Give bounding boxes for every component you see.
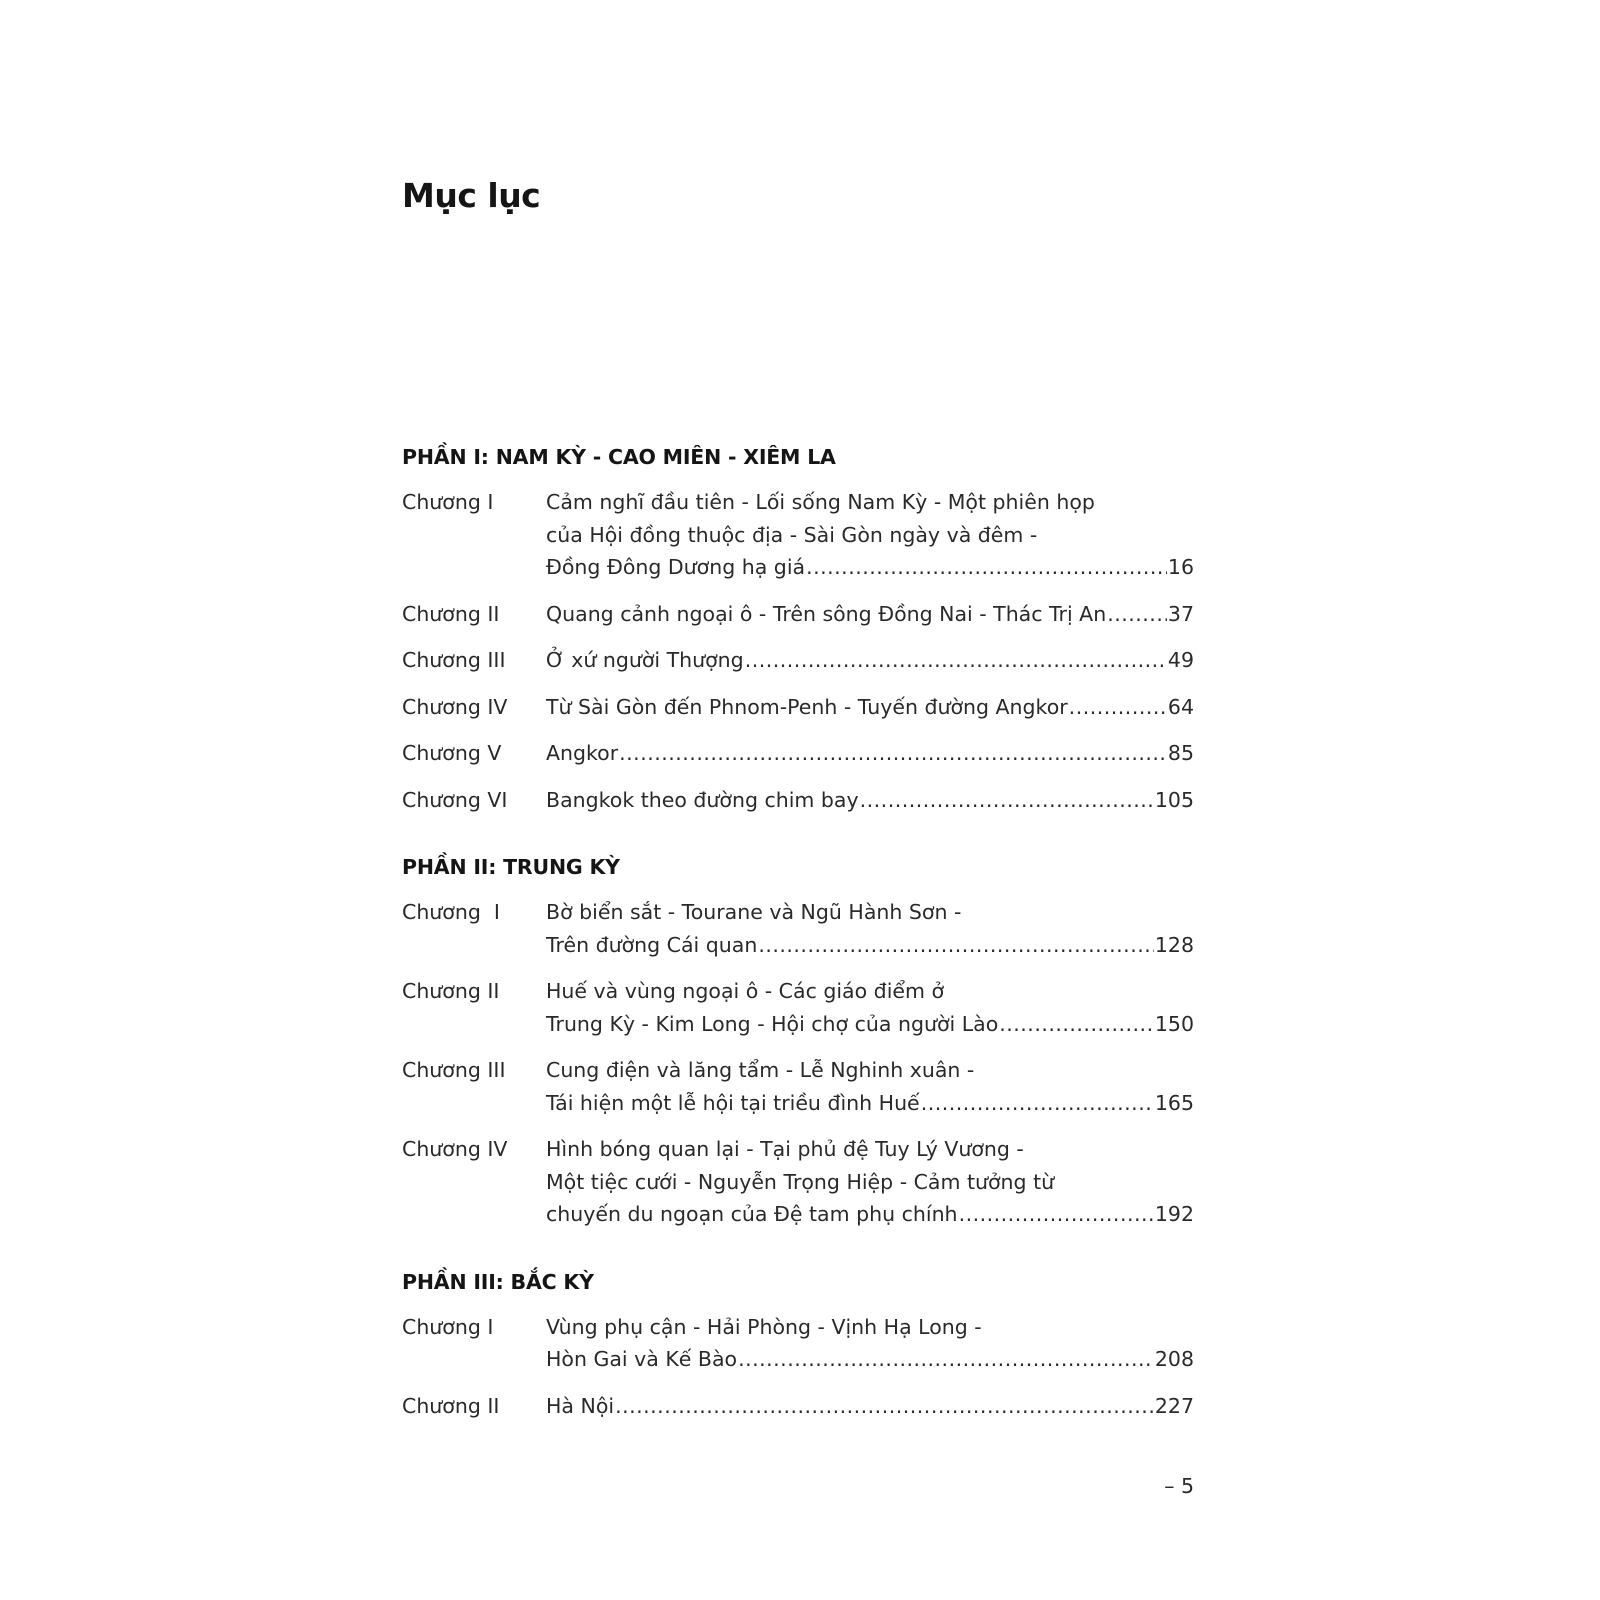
chapter-title-last-line — [546, 737, 1194, 770]
chapter-label: Chương II — [402, 1393, 500, 1418]
chapter-page-number: 227 — [1154, 1393, 1194, 1418]
chapter-title-text: Trung Kỳ - Kim Long - Hội chợ của người Lào — [546, 1011, 999, 1036]
chapter-page-number: 208 — [1154, 1347, 1194, 1371]
chapter-title-text: Quang cảnh ngoại ô - Trên sông Đồng Nai - Thác Trị An — [546, 601, 1107, 626]
page-number: – 5 — [1164, 1474, 1194, 1498]
chapter-title-line: Cảm nghĩ đầu tiên - Lối sống Nam Kỳ - Một phiên họp — [546, 490, 1095, 514]
chapter-title-last-line — [546, 1087, 1194, 1120]
part-heading: PHẦN II: TRUNG KỲ — [402, 855, 620, 879]
chapter-page-number: 128 — [1154, 932, 1194, 957]
dot-leader — [860, 784, 1154, 817]
chapter-title-text: Angkor — [546, 741, 619, 765]
toc-entry — [402, 784, 1194, 817]
chapter-title-last-line — [546, 1343, 1194, 1376]
dot-leader — [758, 929, 1154, 962]
chapter-title-text: Tái hiện một lễ hội tại triều đình Huế — [546, 1090, 920, 1115]
table-of-contents — [402, 440, 1194, 1456]
chapter-list — [402, 1311, 1194, 1423]
chapter-title — [546, 975, 1194, 1040]
dot-leader — [921, 1087, 1154, 1120]
chapter-title-text: Từ Sài Gòn đến Phnom-Penh - Tuyến đường Angkor — [546, 694, 1068, 719]
chapter-title-line: Hình bóng quan lại - Tại phủ đệ Tuy Lý Vương - — [546, 1137, 1024, 1161]
chapter-title — [546, 1133, 1194, 1231]
chapter-label: Chương III — [402, 1058, 506, 1082]
chapter-page-number: 165 — [1154, 1090, 1194, 1115]
chapter-title — [546, 1311, 1194, 1376]
chapter-label: Chương IV — [402, 1137, 508, 1161]
dot-leader — [806, 551, 1167, 584]
dot-leader — [615, 1390, 1154, 1423]
chapter-title — [546, 737, 1194, 770]
chapter-list — [402, 486, 1194, 816]
page-title: Mục lục — [402, 176, 541, 215]
chapter-page-number: 105 — [1154, 787, 1194, 812]
chapter-page-number: 150 — [1154, 1011, 1194, 1036]
part-heading: PHẦN I: NAM KỲ - CAO MIÊN - XIÊM LA — [402, 445, 836, 469]
chapter-title — [546, 1054, 1194, 1119]
chapter-label: Chương V — [402, 741, 502, 765]
toc-entry — [402, 737, 1194, 770]
dot-leader — [619, 737, 1167, 770]
chapter-title-text: chuyến du ngoạn của Đệ tam phụ chính — [546, 1202, 958, 1226]
toc-entry — [402, 1054, 1194, 1119]
chapter-title-last-line — [546, 598, 1194, 631]
chapter-title — [546, 486, 1194, 584]
chapter-title-line: Một tiệc cưới - Nguyễn Trọng Hiệp - Cảm tưởng từ — [546, 1169, 1055, 1194]
chapter-label: Chương I — [402, 490, 494, 514]
chapter-title — [546, 598, 1194, 631]
chapter-title-text: Đồng Đông Dương hạ giá — [546, 555, 806, 579]
chapter-title-line: Vùng phụ cận - Hải Phòng - Vịnh Hạ Long - — [546, 1314, 982, 1339]
chapter-title-last-line — [546, 551, 1194, 584]
chapter-page-number: 37 — [1167, 601, 1194, 626]
toc-entry — [402, 975, 1194, 1040]
chapter-page-number: 64 — [1167, 694, 1194, 719]
chapter-title-line: Huế và vùng ngoại ô - Các giáo điểm ở — [546, 979, 945, 1003]
toc-entry — [402, 1311, 1194, 1376]
chapter-title-last-line — [546, 929, 1194, 962]
toc-entry — [402, 691, 1194, 724]
chapter-title-text: Bangkok theo đường chim bay — [546, 787, 859, 812]
chapter-page-number: 85 — [1167, 741, 1194, 765]
chapter-label: Chương II — [402, 601, 500, 626]
chapter-title-last-line — [546, 691, 1194, 724]
dot-leader — [999, 1008, 1154, 1041]
dot-leader — [959, 1198, 1154, 1231]
chapter-label: Chương I — [402, 900, 500, 924]
chapter-label: Chương IV — [402, 694, 508, 719]
chapter-page-number: 16 — [1167, 555, 1194, 579]
chapter-label: Chương III — [402, 648, 506, 672]
chapter-title-last-line — [546, 1008, 1194, 1041]
chapter-title-text: Ở xứ người Thượng — [546, 648, 744, 672]
chapter-label: Chương VI — [402, 787, 508, 812]
dot-leader — [738, 1343, 1154, 1376]
chapter-title-last-line — [546, 1390, 1194, 1423]
chapter-title-text: Trên đường Cái quan — [546, 932, 758, 957]
toc-entry — [402, 896, 1194, 961]
chapter-page-number: 49 — [1167, 648, 1194, 672]
chapter-title — [546, 691, 1194, 724]
chapter-title-line: của Hội đồng thuộc địa - Sài Gòn ngày và đêm - — [546, 522, 1038, 547]
chapter-label: Chương I — [402, 1314, 494, 1339]
chapter-title-last-line — [546, 784, 1194, 817]
chapter-title-line: Cung điện và lăng tẩm - Lễ Nghinh xuân - — [546, 1058, 975, 1082]
chapter-title — [546, 784, 1194, 817]
chapter-title-text: Hòn Gai và Kế Bào — [546, 1347, 738, 1371]
chapter-label: Chương II — [402, 979, 500, 1003]
chapter-title-text: Hà Nội — [546, 1393, 615, 1418]
chapter-title — [546, 644, 1194, 677]
toc-entry — [402, 598, 1194, 631]
chapter-title — [546, 1390, 1194, 1423]
toc-entry — [402, 1390, 1194, 1423]
toc-entry — [402, 644, 1194, 677]
chapter-page-number: 192 — [1154, 1202, 1194, 1226]
chapter-title — [546, 896, 1194, 961]
chapter-title-last-line — [546, 644, 1194, 677]
dot-leader — [1069, 691, 1167, 724]
toc-entry — [402, 486, 1194, 584]
chapter-list — [402, 896, 1194, 1231]
chapter-title-last-line — [546, 1198, 1194, 1231]
dot-leader — [745, 644, 1167, 677]
toc-entry — [402, 1133, 1194, 1231]
part-heading: PHẦN III: BẮC KỲ — [402, 1269, 594, 1294]
dot-leader — [1107, 598, 1167, 631]
chapter-title-line: Bờ biển sắt - Tourane và Ngũ Hành Sơn - — [546, 900, 962, 924]
